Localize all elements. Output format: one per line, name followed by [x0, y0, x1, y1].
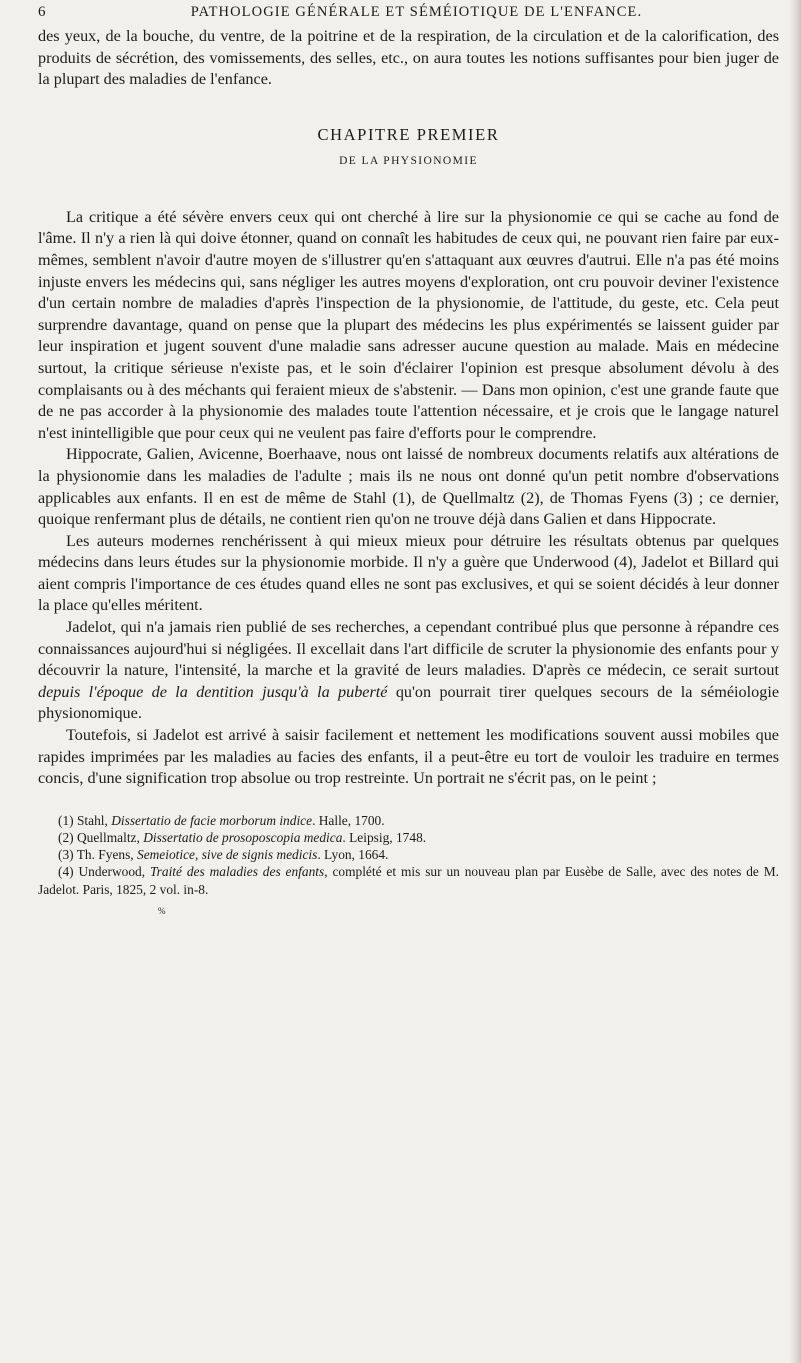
- paragraph-jadelot: [38, 617, 779, 725]
- footnote-details: . Lyon, 1664.: [317, 847, 389, 863]
- paragraph-jadelot-text-b: qu'on pourrait tirer quelques secours de la séméiologie physionomique.: [38, 682, 780, 723]
- footnote-title: Dissertatio de prosoposcopia medica: [143, 830, 343, 846]
- footnote: [38, 863, 779, 897]
- footnote-number: (2): [58, 830, 74, 846]
- page-header: [38, 4, 779, 26]
- paragraph-toutefois: Toutefois, si Jadelot est arrivé à saisir facilement et nettement les modifications souvent aussi mobiles que rapides imprimées par les maladies au facies des enfants, il a peut-être eu tort de vouloir les traduire en termes concis, d'une signification trop absolue ou trop restreinte. Un portrait ne s'écrit pas, on le peint ;: [38, 726, 779, 788]
- footnote-author: Stahl,: [76, 812, 112, 828]
- footnote-author: Th. Fyens,: [76, 847, 137, 863]
- paragraph-jadelot-text-a: Jadelot, qui n'a jamais rien publié de ses recherches, a cependant contribué plus que personne à répandre ces connaissances aujourd'hui si négligées. Il excellait dans l'art difficile de scruter la physionomie des enfants pour y découvrir la nature, l'intensité, la marche et la gravité de leurs maladies. D'après ce médecin, ce serait surtout: [38, 618, 779, 680]
- footnote-details: , complété et mis sur un nouveau plan par Eusèbe de Salle, avec des notes de M. Jadelot. Paris, 1825, 2 vol. in-8.: [38, 864, 780, 897]
- page-number: 6: [38, 4, 46, 20]
- footnote-number: (4): [58, 864, 74, 880]
- footnote: [38, 829, 779, 846]
- footnote: [38, 846, 779, 863]
- footnote-title: Traité des maladies des enfants: [149, 864, 325, 880]
- footnote-details: . Leipsig, 1748.: [342, 830, 427, 846]
- intro-paragraph: des yeux, de la bouche, du ventre, de la poitrine et de la respiration, de la circulation et de la calorification, des produits de sécrétion, des vomissements, des selles, etc., on aura toutes les notions suffisantes pour bien juger de la plupart des maladies de l'enfance.: [38, 27, 779, 89]
- footnote-author: Quellmaltz,: [76, 830, 144, 846]
- paragraph-anciens: Hippocrate, Galien, Avicenne, Boerhaave, nous ont laissé de nombreux documents relatifs aux altérations de la physionomie dans les maladies de l'adulte ; mais ils ne nous ont donné qu'un petit nombre d'observations applicables aux enfants. Il en est de même de Stahl (1), de Quellmaltz (2), de Thomas Fyens (3) ; ce dernier, quoique renfermant plus de détails, ne contient rien qu'on ne trouve déjà dans Galien et dans Hippocrate.: [38, 445, 779, 529]
- page-edge-shadow: [789, 0, 801, 1363]
- footnote-title: Dissertatio de facie morborum indice: [111, 812, 313, 828]
- footnote-author: Underwood,: [78, 864, 150, 880]
- chapter-title: CHAPITRE PREMIER: [317, 124, 500, 144]
- footnote-details: . Halle, 1700.: [312, 812, 385, 828]
- running-head: PATHOLOGIE GÉNÉRALE ET SÉMÉIOTIQUE DE L'ENFANCE.: [190, 4, 643, 20]
- footnotes: [38, 812, 779, 898]
- footnote-number: (1): [58, 812, 74, 828]
- footnote-title: Semeiotice, sive de signis medicis: [137, 847, 318, 863]
- paragraph-critique: La critique a été sévère envers ceux qui ont cherché à lire sur la physionomie ce qui se cache au fond de l'âme. Il n'y a rien là qui doive étonner, quand on connaît les habitudes de ceux qui, ne pouvant rien faire par eux-mêmes, semblent n'avoir d'autre moyen de s'illustrer qu'en s'attaquant aux œuvres d'autrui. Elle n'a pas été moins injuste envers les médecins qui, sans négliger les autres moyens d'exploration, ont cru pouvoir deviner l'existence d'un certain nombre de maladies d'après l'inspection de la physionomie, de l'attitude, du geste, etc. Cela peut surprendre davantage, quand on pense que la plupart des médecins les plus expérimentés se laissent guider par leur inspiration et jugent souvent d'une maladie sans adresser aucune question au malade. Mais en médecine surtout, la critique sérieuse n'existe pas, et le soin d'éclairer l'opinion est presque absolument dévolu à des complaisants ou à des méchants qui feraient mieux de s'abstenir. — Dans mon opinion, c'est une grande faute que de ne pas accorder à la physionomie des malades toute l'attention nécessaire, et je crois que le langage naturel n'est inintelligible que pour ceux qui ne veulent pas faire d'efforts pour le comprendre.: [38, 207, 779, 442]
- footnote-number: (3): [58, 847, 74, 863]
- footnote: [38, 812, 779, 829]
- paragraph-jadelot-italic: depuis l'époque de la dentition jusqu'à la puberté: [38, 682, 388, 701]
- printer-mark: %: [158, 905, 166, 916]
- chapter-subtitle: DE LA PHYSIONOMIE: [339, 154, 478, 167]
- paragraph-modernes: Les auteurs modernes renchérissent à qui mieux mieux pour détruire les résultats obtenus par quelques médecins dans leurs études sur la physionomie morbide. Il n'y a guère que Underwood (4), Jadelot et Billard qui aient compris l'importance de ces études quand elles ne sont pas exclusives, et qui se soient décidés à leur donner la place qu'elles méritent.: [38, 531, 779, 615]
